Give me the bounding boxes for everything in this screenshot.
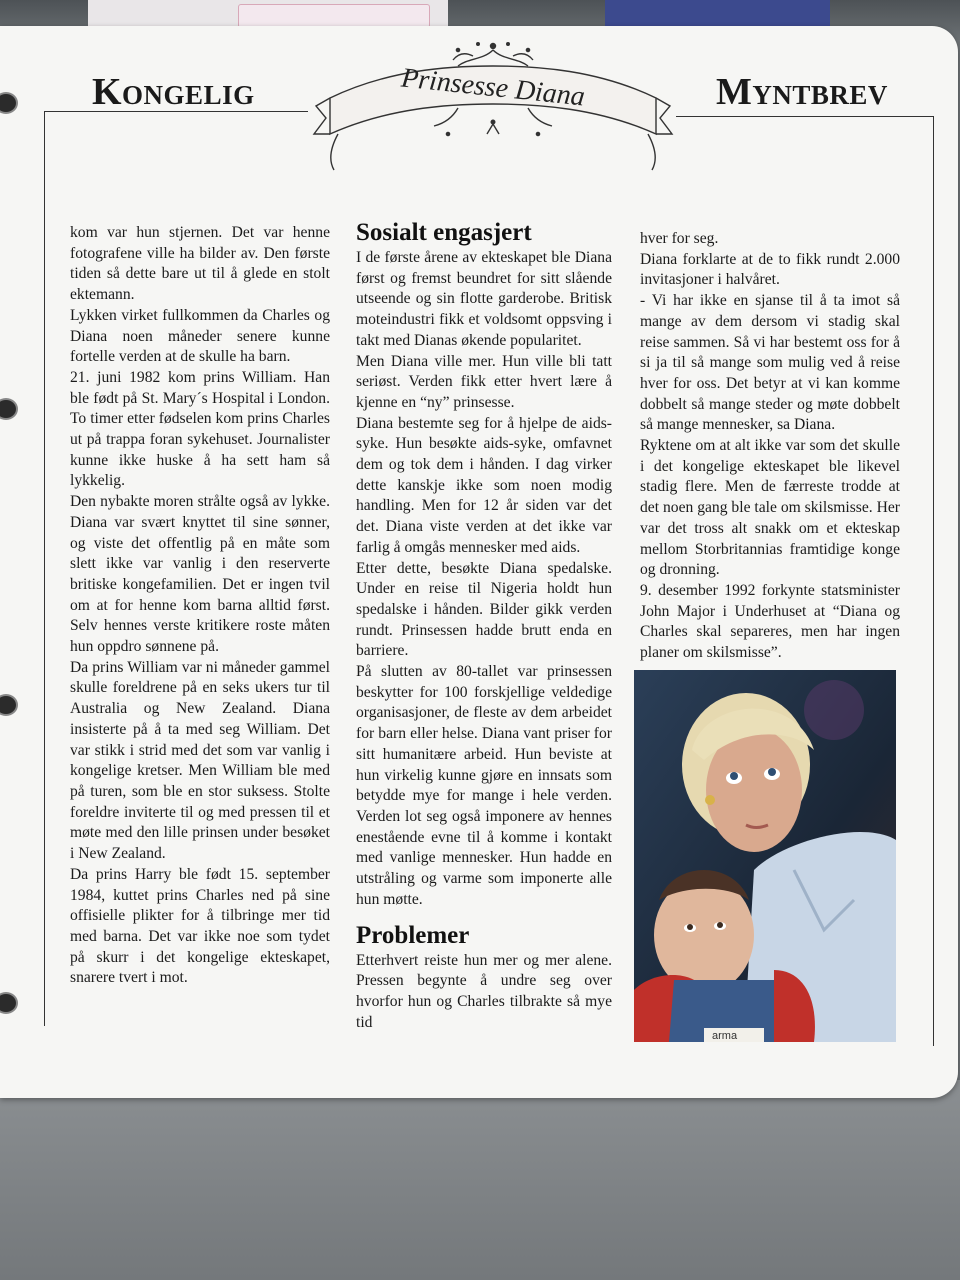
text-column-3 xyxy=(640,229,900,664)
text-column-2 xyxy=(356,218,612,1033)
paragraph: 9. desember 1992 forkynte statsminister John Major i Underhuset at “Diana og Charles skal separeres, men har ingen planer om skilsmisse”. xyxy=(640,581,900,662)
desk-surface xyxy=(0,1080,960,1280)
binder-ring-hole xyxy=(0,992,18,1014)
frame-left-rule xyxy=(44,111,45,1026)
binder-ring-hole xyxy=(0,92,18,114)
paragraph: Etter dette, besøkte Diana spedalske. Under en reise til Nigeria holdt hun spedalske i hånden. Bilder gikk verden rundt. Prinsessen hadde brutt enda en barriere. xyxy=(356,559,612,660)
paragraph: Da prins William var ni måneder gammel skulle foreldrene på en seks ukers tur til Australia og New Zealand. Diana insisterte på å ta med seg William. Det var stikk i strid med det som var vanlig i kongelige kretser. Men William ble med på turen, som ble en stor suksess. Stolte foreldre inviterte til og med pressen til et møte med den lille prinsen under besøket i New Zealand. xyxy=(70,658,330,863)
paragraph: Men Diana ville mer. Hun ville bli tatt seriøst. Verden fikk etter hvert lære å kjenne en “ny” prinsesse. xyxy=(356,352,612,411)
header-right-word: Myntbrev xyxy=(716,71,888,113)
section-heading-sosialt-engasjert: Sosialt engasjert xyxy=(356,219,532,246)
paragraph: Diana forklarte at de to fikk rundt 2.000 invitasjoner i halvåret. xyxy=(640,250,900,289)
binder-ring-hole xyxy=(0,694,18,716)
paragraph: Lykken virket fullkommen da Charles og Diana noen måneder senere kunne fortelle verden at de skulle ha barn. xyxy=(70,306,330,366)
title-banner xyxy=(308,38,678,178)
paragraph: I de første årene av ekteskapet ble Diana først og fremst beundret for sitt slående utseende og sin flotte garderobe. Britisk moteindustri fikk et voldsomt oppsving i takt med Dianas økende popularitet. xyxy=(356,249,612,349)
paragraph: kom var hun stjernen. Det var henne fotografene ville ha bilder av. Den første tiden så dette bare ut til å glede en stolt ektemann. xyxy=(70,224,330,304)
frame-top-right-rule xyxy=(676,116,934,117)
section-heading-problemer: Problemer xyxy=(356,921,470,949)
paragraph: Etterhvert reiste hun mer og mer alene. Pressen begynte å undre seg over hvorfor hun og Charles tilbrakte så mye tid xyxy=(356,951,612,1031)
paragraph: Ryktene om at alt ikke var som det skulle i det kongelige ekteskapet ble likevel stadig flere. Men de færreste trodde at det noen gang ble tale om skilsmisse. Her var det tross alt snakk om et ekteskap mellom Storbritannias framtidige konge og dronning. xyxy=(640,437,900,579)
photo-diana-with-child xyxy=(634,670,896,1042)
paragraph: - Vi har ikke en sjanse til å ta imot så mange av dem dersom vi stadig skal reise sammen. Så vi har bestemt oss for å si ja til så mange som mulig ved å reise hver for oss. Det betyr at vi kan komme dobbelt så mange steder og møte dobbelt så mange mennesker, sa Diana. xyxy=(640,292,900,434)
paragraph: 21. juni 1982 kom prins William. Han ble født på St. Mary´s Hospital i London. To timer etter fødselen kom prins Charles ut på trappa foran sykehuset. Journalister kunne ikke huske å ha sett ham så lykkelig. xyxy=(70,368,330,490)
paragraph: hver for seg. xyxy=(640,230,719,247)
frame-right-rule xyxy=(933,116,934,1046)
background-blue-page xyxy=(605,0,830,26)
header-left-word: Kongelig xyxy=(92,71,255,113)
name-tag: arma xyxy=(712,1030,738,1042)
text-column-1 xyxy=(70,223,330,989)
frame-top-left-rule xyxy=(44,111,308,112)
paragraph: Diana bestemte seg for å hjelpe de aids-syke. Hun besøkte aids-syke, omfavnet dem og tok dem i hånden. I dag virker dette kanskje ikke som noen modig handling. Men for 12 år siden var det det. Diana viste verden at det ikke var farlig å omgås mennesker med aids. xyxy=(356,414,612,556)
background-stamp xyxy=(238,4,430,28)
binder-ring-hole xyxy=(0,398,18,420)
paragraph: Den nybakte moren strålte også av lykke. Diana var svært knyttet til sine sønner, og viste det offentlig på en måte som slett ikke var vanlig i den reserverte britiske kongefamilien. Det er ingen tvil om at for henne kom barna alltid først. Selv hennes verste kritikere roste måten hun oppdro sønnene på. xyxy=(70,493,330,656)
paragraph: På slutten av 80-tallet var prinsessen beskytter for 100 forskjellige veldedige organisasjoner, de fleste av dem arbeidet for barn eller helse. Diana vant priser for sitt humanitære arbeid. Hun beviste at hun virkelig kunne gjøre en innsats som betydde mye for mange i hele verden. Verden lot seg også imponere av hennes enestående evne til å komme i kontakt med vanlige mennesker. Hun hadde en utstråling og varme som imponerte alle hun møtte. xyxy=(356,663,612,908)
paragraph: Da prins Harry ble født 15. september 1984, kuttet prins Charles ned på sine offisielle plikter for å tilbringe mer tid med barna. Det var ikke noe som tydet på skurr i det kongelige ekteskapet, snarere tvert i mot. xyxy=(70,865,330,987)
banner-title: Prinsesse Diana xyxy=(399,62,587,113)
